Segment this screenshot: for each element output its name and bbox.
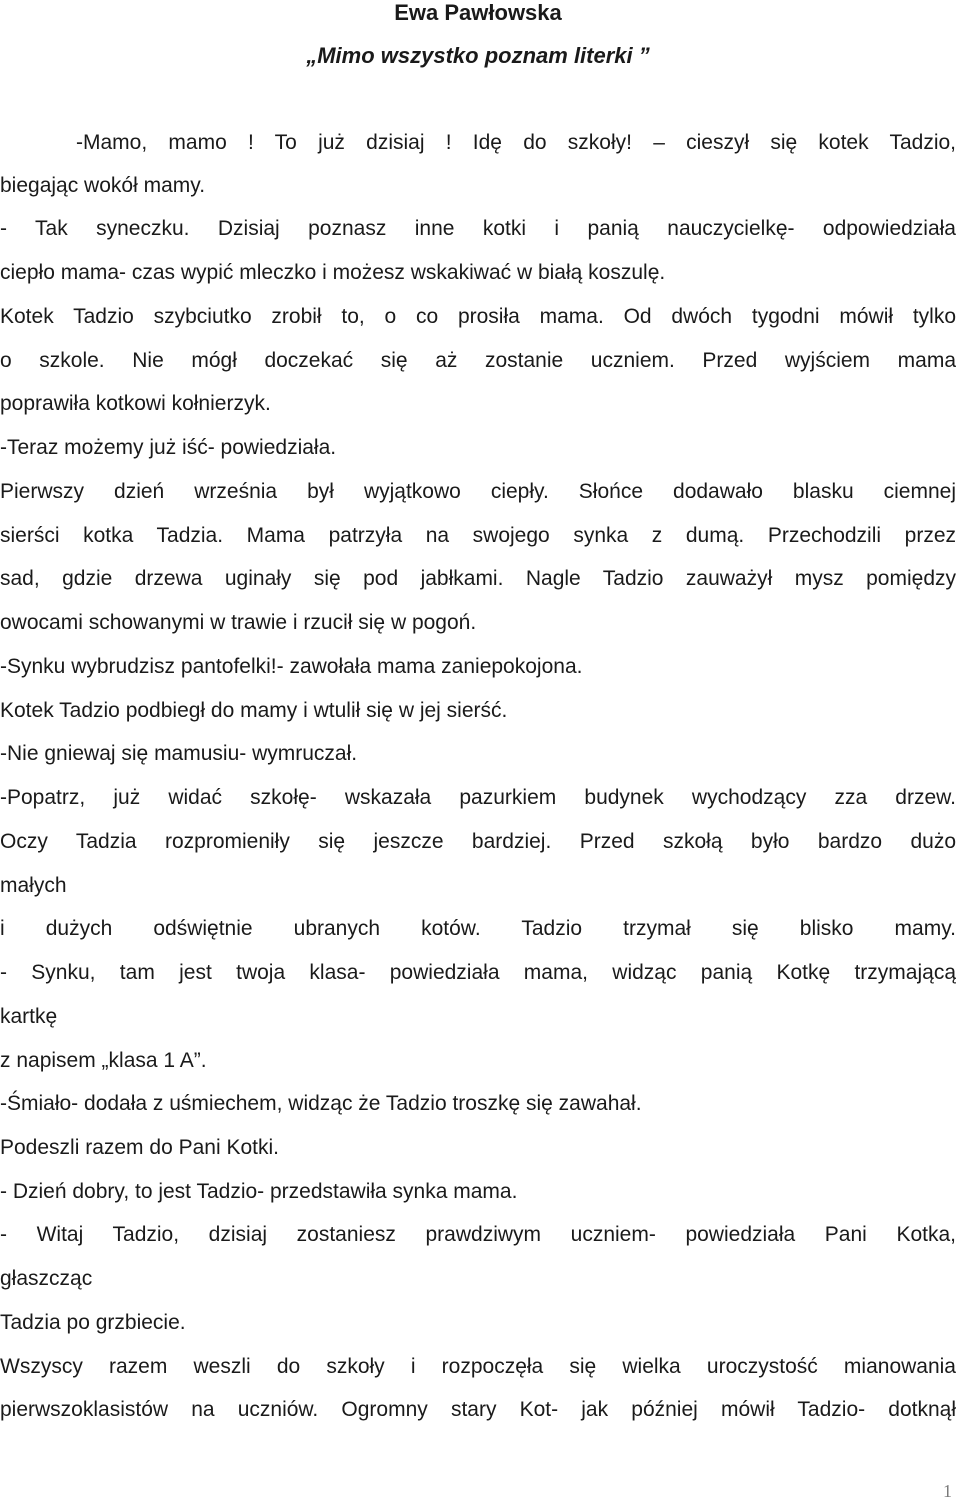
story-line: - Dzień dobry, to jest Tadzio- przedstawiła synka mama. (0, 1180, 518, 1203)
story-line: Wszyscy razem weszli do szkoły i rozpoczęła się wielka uroczystość mianowania (0, 1355, 956, 1378)
story-line: kartkę (0, 1005, 58, 1028)
story-line: - Tak syneczku. Dzisiaj poznasz inne kotki i panią nauczycielkę- odpowiedziała (0, 217, 956, 240)
story-line: -Śmiało- dodała z uśmiechem, widząc że Tadzio troszkę się zawahał. (0, 1092, 642, 1115)
story-line: o szkole. Nie mógł doczekać się aż zostanie uczniem. Przed wyjściem mama (0, 349, 956, 372)
author-name: Ewa Pawłowska (394, 0, 562, 25)
story-line: Tadzia po grzbiecie. (0, 1311, 186, 1334)
story-line: sierści kotka Tadzia. Mama patrzyła na swojego synka z dumą. Przechodzili przez (0, 524, 956, 547)
story-line: -Mamo, mamo ! To już dzisiaj ! Idę do szkoły! – cieszył się kotek Tadzio, (76, 131, 956, 154)
story-line: Kotek Tadzio szybciutko zrobił to, o co prosiła mama. Od dwóch tygodni mówił tylko (0, 305, 956, 328)
story-line: małych (0, 874, 67, 897)
story-line: owocami schowanymi w trawie i rzucił się w pogoń. (0, 611, 477, 634)
story-line: i dużych odświętnie ubranych kotów. Tadzio trzymał się blisko mamy. (0, 917, 956, 940)
story-line: Kotek Tadzio podbiegł do mamy i wtulił się w jej sierść. (0, 699, 508, 722)
story-line: Pierwszy dzień września był wyjątkowo ciepły. Słońce dodawało blasku ciemnej (0, 480, 956, 503)
story-line: biegając wokół mamy. (0, 174, 206, 197)
story-line: -Nie gniewaj się mamusiu- wymruczał. (0, 742, 358, 765)
story-line: sad, gdzie drzewa uginały się pod jabłkami. Nagle Tadzio zauważył mysz pomiędzy (0, 567, 956, 590)
story-title: „Mimo wszystko poznam literki ” (306, 43, 650, 68)
story-line: głaszcząc (0, 1267, 93, 1290)
story-line: -Popatrz, już widać szkołę- wskazała pazurkiem budynek wychodzący zza drzew. (0, 786, 956, 809)
story-line: -Teraz możemy już iść- powiedziała. (0, 436, 337, 459)
story-line: z napisem „klasa 1 A”. (0, 1049, 207, 1072)
story-line: - Witaj Tadzio, dzisiaj zostaniesz prawdziwym uczniem- powiedziała Pani Kotka, (0, 1223, 956, 1246)
story-line: -Synku wybrudzisz pantofelki!- zawołała mama zaniepokojona. (0, 655, 583, 678)
story-line: Oczy Tadzia rozpromieniły się jeszcze bardziej. Przed szkołą było bardzo dużo (0, 830, 956, 853)
story-line: ciepło mama- czas wypić mleczko i możesz wskakiwać w białą koszulę. (0, 261, 666, 284)
story-line: pierwszoklasistów na uczniów. Ogromny stary Kot- jak później mówił Tadzio- dotknął (0, 1398, 956, 1421)
story-line: - Synku, tam jest twoja klasa- powiedziała mama, widząc panią Kotkę trzymającą (0, 961, 956, 984)
story-line: Podeszli razem do Pani Kotki. (0, 1136, 279, 1159)
story-line: poprawiła kotkowi kołnierzyk. (0, 392, 271, 415)
page-number: 1 (943, 1481, 952, 1501)
